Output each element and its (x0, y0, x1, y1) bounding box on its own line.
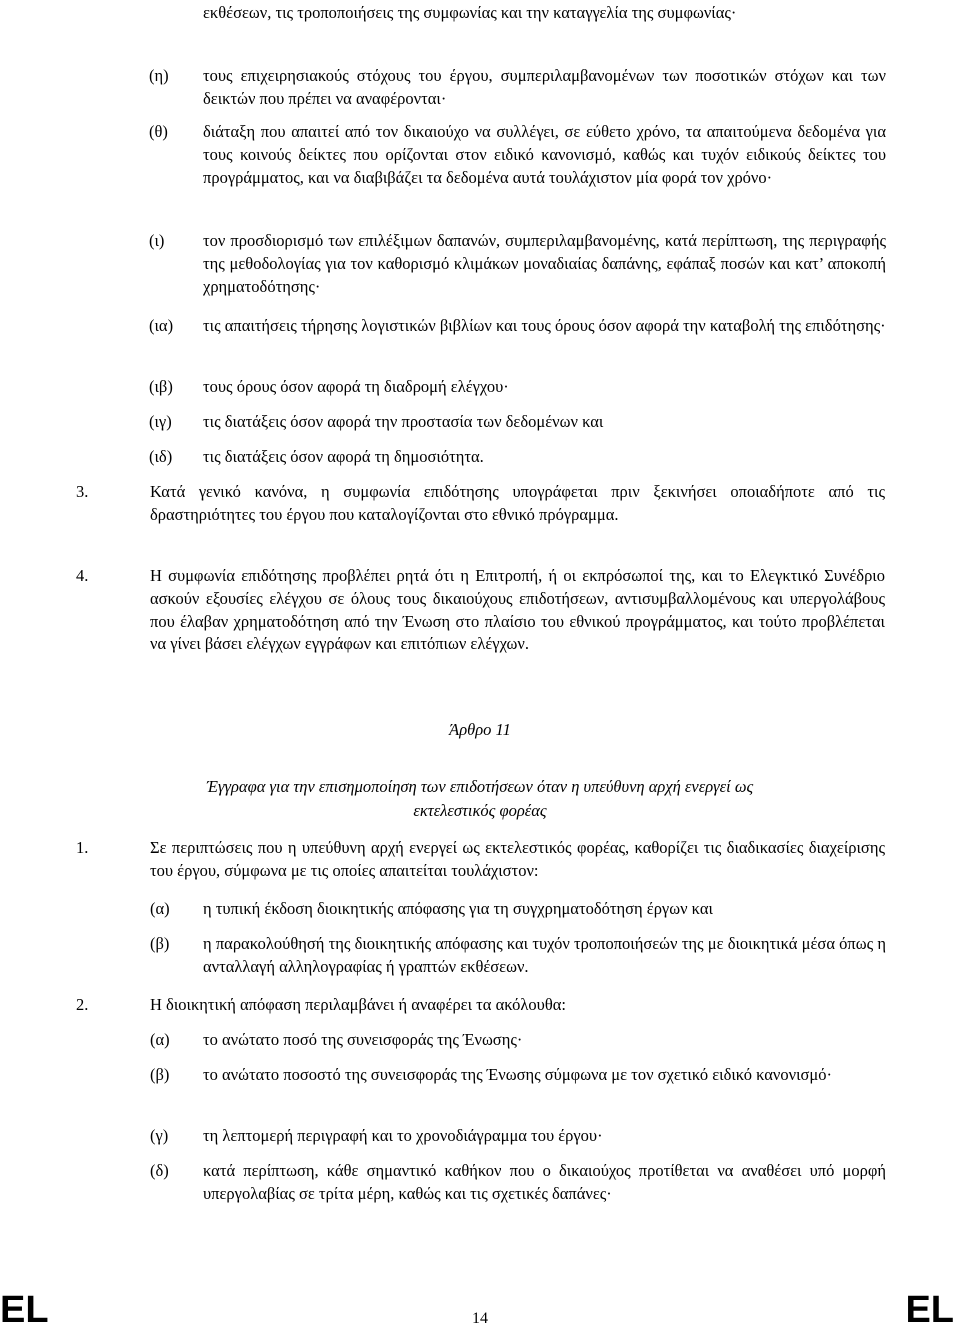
point-2-sub-text-c: τη λεπτομερή περιγραφή και το χρονοδιάγραμμα του έργου· (203, 1126, 603, 1145)
item-label-ib: (ιβ) (149, 377, 173, 396)
item-text-eta: τους επιχειρησιακούς στόχους του έργου, συμπεριλαμβανομένων των ποσοτικών στόχων και των δεικτών που πρέπει να αναφέρονται· (203, 66, 886, 108)
point-2-sub-label-c: (γ) (150, 1126, 169, 1145)
item-text-id: τις διατάξεις όσον αφορά τη δημοσιότητα. (203, 447, 484, 466)
point-2-sub-text-d: κατά περίπτωση, κάθε σημαντικό καθήκον που ο δικαιούχος προτίθεται να αναθέσει υπό μορφή υπεργολαβίας σε τρίτα μέρη, καθώς και τις σχετικές δαπάνες· (203, 1161, 886, 1203)
paragraph-4-text: Η συμφωνία επιδότησης προβλέπει ρητά ότι η Επιτροπή, ή οι εκπρόσωποί της, και το Ελεγκτικό Συνέδριο ασκούν εξουσίες ελέγχου σε όλους τους δικαιούχους επιδοτήσεων, αντισυμβαλλομένους και υπεργολάβους που έλαβαν χρηματοδότηση από την Ένωση στο πλαίσιο του εθνικού προγράμματος, και τούτο προβλέπεται να γίνει βάσει ελέγχων εγγράφων και επιτόπιων ελέγχων. (150, 566, 885, 654)
continuation-text: εκθέσεων, τις τροποποιήσεις της συμφωνίας και την καταγγελία της συμφωνίας· (203, 3, 737, 22)
article-point-number-1: 1. (76, 838, 89, 857)
paragraph-number-4: 4. (76, 566, 89, 585)
paragraph-number-3: 3. (76, 482, 89, 501)
item-text-ig: τις διατάξεις όσον αφορά την προστασία των δεδομένων και (203, 412, 604, 431)
item-label-ia: (ια) (149, 316, 174, 335)
item-text-iota: τον προσδιορισμό των επιλέξιμων δαπανών, συμπεριλαμβανομένης, κατά περίπτωση, της περιγραφής της μεθοδολογίας για τον καθορισμό κλιμάκων μοναδιαίας δαπάνης, εφάπαξ ποσών και κατ’ αποκοπή χρηματοδότησης· (203, 231, 886, 296)
footer-language-right: EL (905, 1289, 954, 1331)
item-label-eta: (η) (149, 66, 169, 85)
item-text-ia: τις απαιτήσεις τήρησης λογιστικών βιβλίων και τους όρους όσον αφορά την καταβολή της επιδότησης· (203, 316, 886, 335)
article-point-1-text: Σε περιπτώσεις που η υπεύθυνη αρχή ενεργεί ως εκτελεστικός φορέας, καθορίζει τις διαδικασίες διαχείρισης του έργου, σύμφωνα με τις οποίες απαιτείται τουλάχιστον: (150, 838, 885, 880)
item-text-theta: διάταξη που απαιτεί από τον δικαιούχο να συλλέγει, σε εύθετο χρόνο, τα απαιτούμενα δεδομένα για τους κοινούς δείκτες που ορίζονται στον ειδικό κανονισμό, καθώς και τυχόν ειδικούς δείκτες του προγράμματος, και να διαβιβάζει τα δεδομένα αυτά τουλάχιστον μία φορά τον χρόνο· (203, 122, 886, 187)
item-label-iota: (ι) (149, 231, 165, 250)
item-label-ig: (ιγ) (149, 412, 172, 431)
article-point-number-2: 2. (76, 995, 89, 1014)
paragraph-3-text: Κατά γενικό κανόνα, η συμφωνία επιδότησης υπογράφεται πριν ξεκινήσει οποιαδήποτε από τις δραστηριότητες του έργου που καταλογίζονται στο εθνικό πρόγραμμα. (150, 482, 885, 524)
item-label-theta: (θ) (149, 122, 168, 141)
article-title-line-1: Έγγραφα για την επισημοποίηση των επιδοτήσεων όταν η υπεύθυνη αρχή ενεργεί ως (206, 777, 754, 796)
article-point-2-text: Η διοικητική απόφαση περιλαμβάνει ή αναφέρει τα ακόλουθα: (150, 995, 566, 1014)
article-heading: Άρθρο 11 (449, 720, 511, 739)
point-1-sub-label-b: (β) (150, 934, 170, 953)
point-2-sub-label-a: (α) (150, 1030, 170, 1049)
point-2-sub-text-a: το ανώτατο ποσό της συνεισφοράς της Ένωσης· (203, 1030, 523, 1049)
page-number: 14 (472, 1310, 488, 1327)
point-2-sub-text-b: το ανώτατο ποσοστό της συνεισφοράς της Ένωσης σύμφωνα με τον σχετικό ειδικό κανονισμό· (203, 1065, 833, 1084)
point-1-sub-text-a: η τυπική έκδοση διοικητικής απόφασης για τη συγχρηματοδότηση έργων και (203, 899, 713, 918)
article-title-line-2: εκτελεστικός φορέας (413, 801, 547, 820)
point-2-sub-label-d: (δ) (150, 1161, 169, 1180)
point-1-sub-text-b: η παρακολούθησή της διοικητικής απόφασης και τυχόν τροποποιήσεών της με διοικητικά μέσα όπως η ανταλλαγή αλληλογραφίας ή γραπτών εκθέσεων. (203, 934, 886, 976)
item-text-ib: τους όρους όσον αφορά τη διαδρομή ελέγχου· (203, 377, 509, 396)
point-2-sub-label-b: (β) (150, 1065, 170, 1084)
item-label-id: (ιδ) (149, 447, 173, 466)
footer-language-left: EL (0, 1289, 49, 1331)
point-1-sub-label-a: (α) (150, 899, 170, 918)
